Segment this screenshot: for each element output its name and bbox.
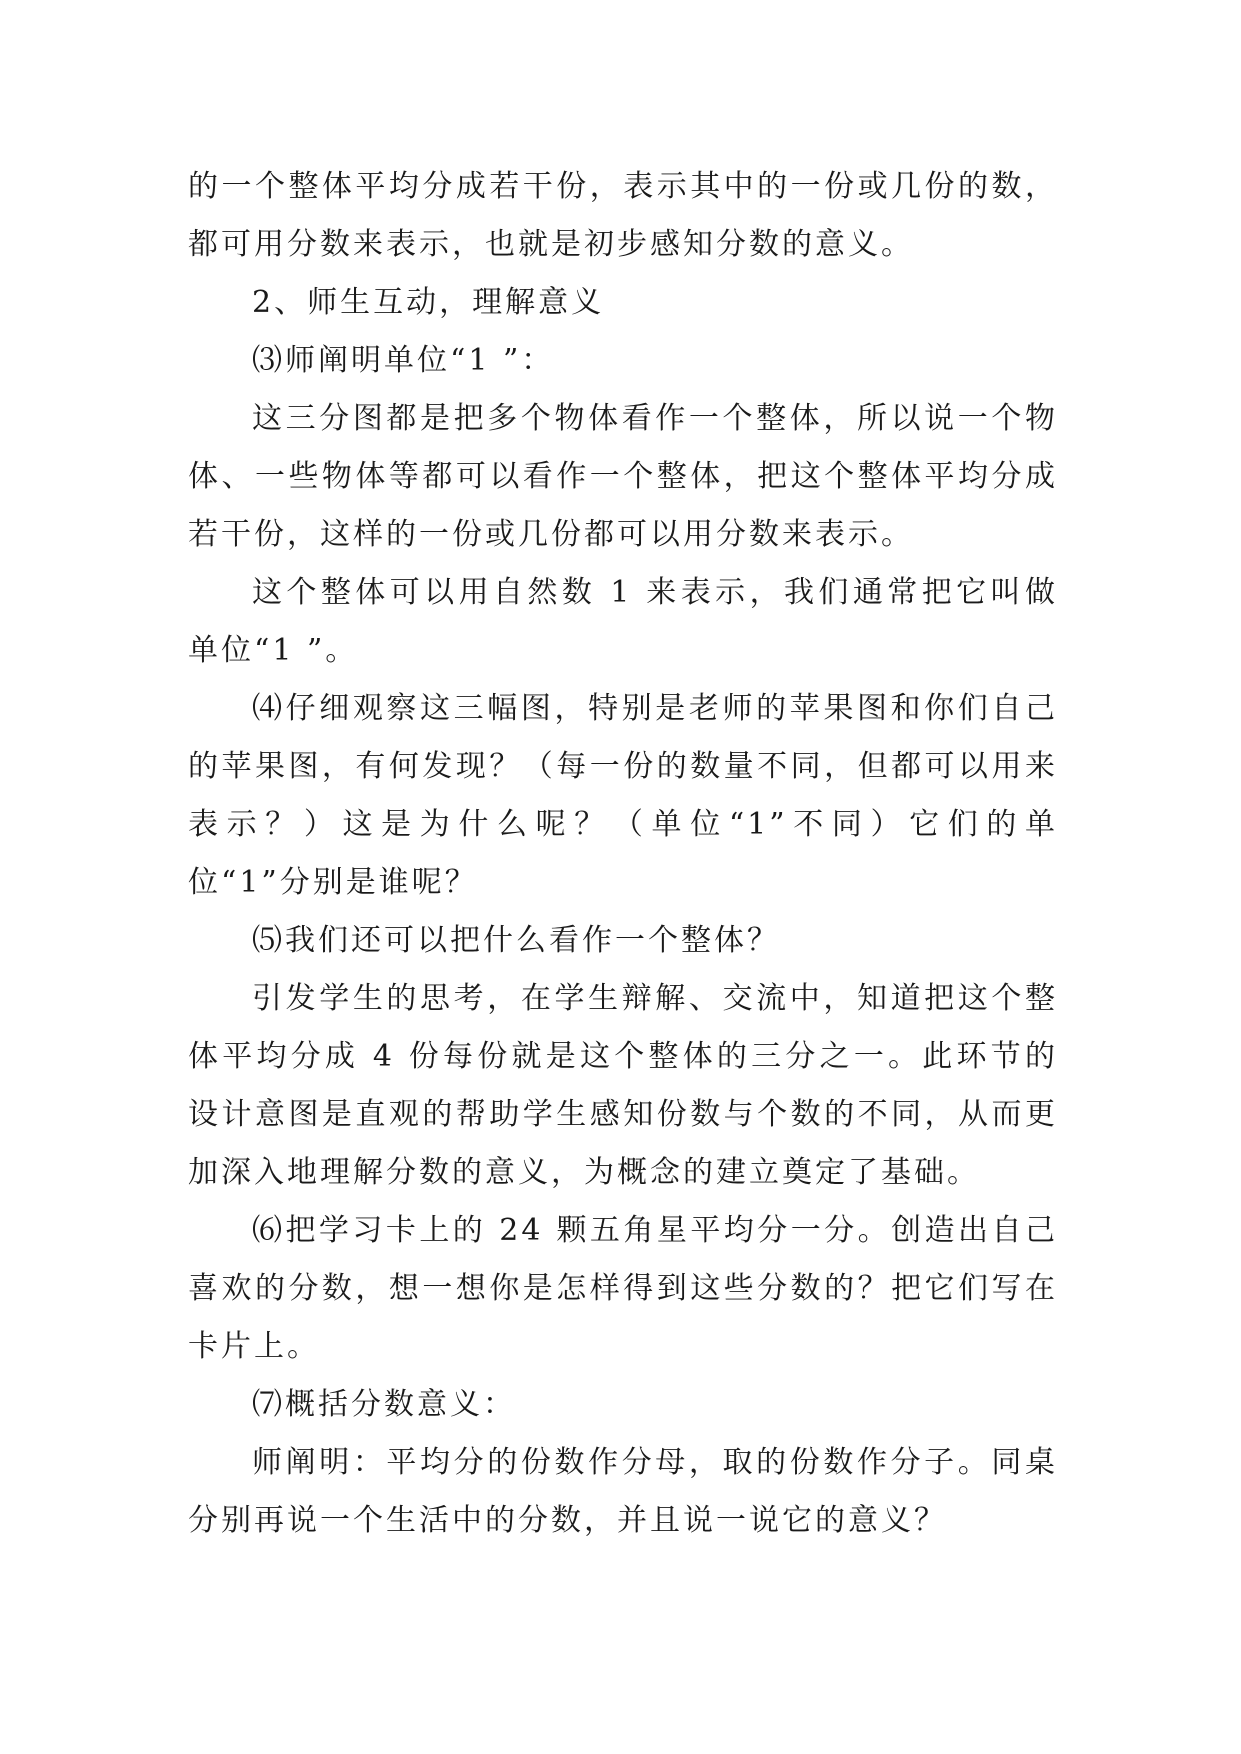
section-heading-2: 2、师生互动，理解意义 — [252, 285, 605, 320]
step-6-paragraph: ⑹把学习卡上的 24 颗五角星平均分一分。创造出自己喜欢的分数，想一想你是怎样得到这些分数的？把它们写在卡片上。 — [188, 1213, 1058, 1364]
paragraph-design-intent: 引发学生的思考，在学生辩解、交流中，知道把这个整体平均分成 4 份每份就是这个整体的三分之一。此环节的设计意图是直观的帮助学生感知份数与个数的不同，从而更加深入地理解分数的意义，为概念的建立奠定了基础。 — [188, 981, 1058, 1190]
paragraph-1: 的一个整体平均分成若干份，表示其中的一份或几份的数，都可用分数来表示，也就是初步感知分数的意义。 — [188, 169, 1058, 262]
paragraph-conclusion: 师阐明：平均分的份数作分母，取的份数作分子。同桌分别再说一个生活中的分数，并且说一说它的意义？ — [188, 1445, 1058, 1538]
step-5-paragraph: ⑸我们还可以把什么看作一个整体？ — [252, 923, 780, 958]
paragraph-whole-unit: 这三分图都是把多个物体看作一个整体，所以说一个物体、一些物体等都可以看作一个整体，把这个整体平均分成若干份，这样的一份或几份都可以用分数来表示。 — [188, 401, 1058, 552]
document-body — [188, 158, 1058, 1550]
step-4-paragraph: ⑷仔细观察这三幅图，特别是老师的苹果图和你们自己的苹果图，有何发现？（每一份的数量不同，但都可以用来表示？）这是为什么呢？（单位“1”不同）它们的单位“1”分别是谁呢？ — [188, 691, 1058, 900]
paragraph-unit-one: 这个整体可以用自然数 1 来表示，我们通常把它叫做单位“1 ”。 — [188, 575, 1058, 668]
step-3-heading: ⑶师阐明单位“1 ”： — [252, 343, 555, 378]
step-7-heading: ⑺概括分数意义： — [252, 1387, 516, 1422]
